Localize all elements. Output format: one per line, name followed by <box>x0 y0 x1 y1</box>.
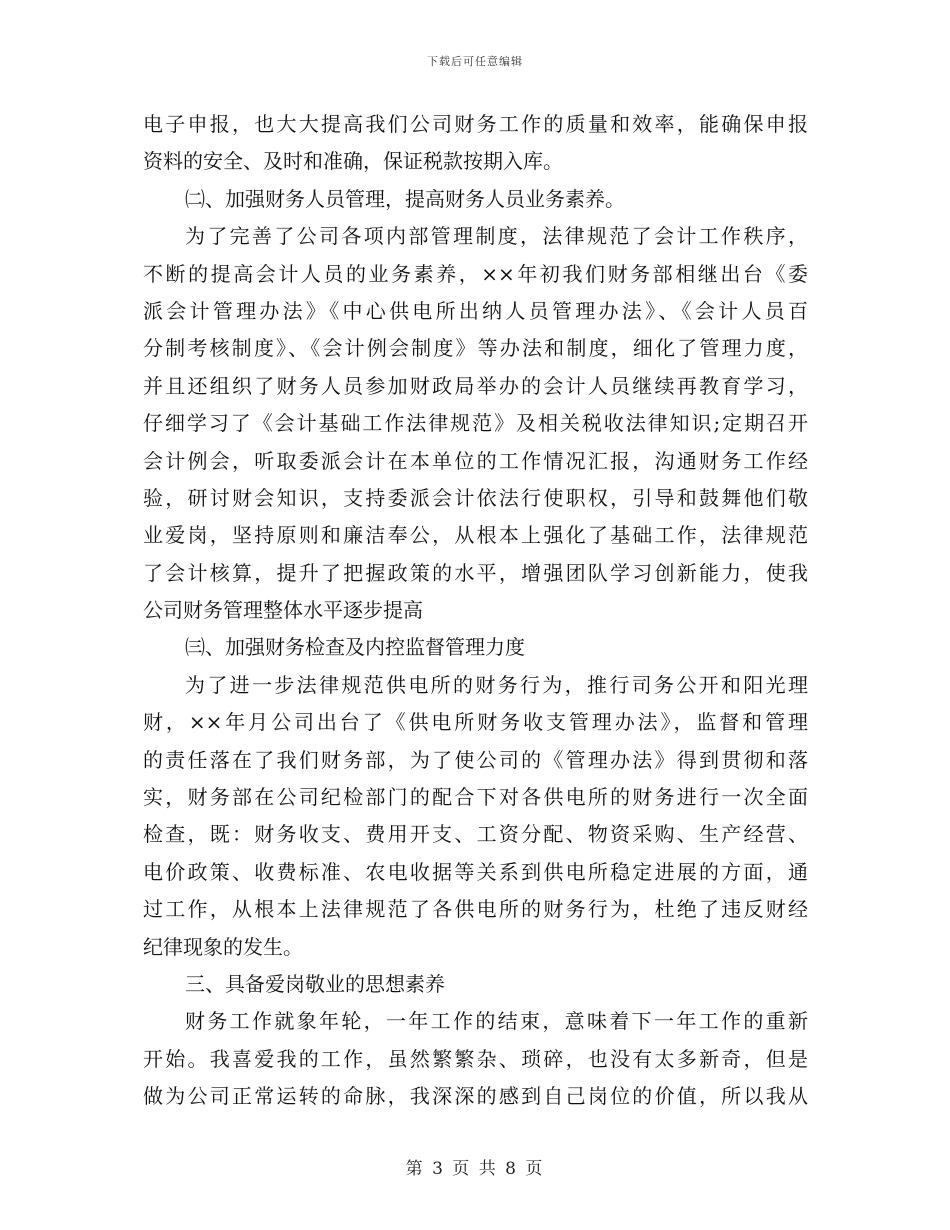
paragraph-line: 为了完善了公司各项内部管理制度，法律规范了会计工作秩序， <box>185 224 808 249</box>
paragraph-line: 业爱岗，坚持原则和廉洁奉公，从根本上强化了基础工作，法律规范 <box>143 523 808 548</box>
paragraph-line: 公司财务管理整体水平逐步提高 <box>143 598 423 623</box>
paragraph-line: 的责任落在了我们财务部，为了使公司的《管理办法》得到贯彻和落 <box>143 747 808 772</box>
section-heading: 三、具备爱岗敬业的思想素养 <box>185 971 445 996</box>
paragraph-line: 并且还组织了财务人员参加财政局举办的会计人员继续再教育学习， <box>143 373 808 398</box>
paragraph-line: 仔细学习了《会计基础工作法律规范》及相关税收法律知识;定期召开 <box>143 411 808 436</box>
paragraph-line: 纪律现象的发生。 <box>143 934 303 959</box>
section-heading: ㈡、加强财务人员管理，提高财务人员业务素养。 <box>185 186 625 211</box>
section-heading: ㈢、加强财务检查及内控监督管理力度 <box>185 635 525 660</box>
paragraph-line: 财务工作就象年轮，一年工作的结束，意味着下一年工作的重新 <box>185 1009 808 1034</box>
document-body <box>143 106 808 1116</box>
paragraph-line: 电子申报，也大大提高我们公司财务工作的质量和效率，能确保申报 <box>143 112 808 136</box>
paragraph-line: 实，财务部在公司纪检部门的配合下对各供电所的财务进行一次全面 <box>143 785 808 810</box>
paragraph-line: 验，研讨财会知识，支持委派会计依法行使职权，引导和鼓舞他们敬 <box>143 485 808 510</box>
page-header: 下载后可任意编辑 <box>427 55 523 68</box>
paragraph-line: 为了进一步法律规范供电所的财务行为，推行司务公开和阳光理 <box>185 672 808 697</box>
paragraph-line: 不断的提高会计人员的业务素养，××年初我们财务部相继出台《委 <box>143 261 808 286</box>
paragraph-line: 会计例会，听取委派会计在本单位的工作情况汇报，沟通财务工作经 <box>143 448 808 473</box>
paragraph-line: 检查，既：财务收支、费用开支、工资分配、物资采购、生产经营、 <box>143 822 808 847</box>
paragraph-line: 资料的安全、及时和准确，保证税款按期入库。 <box>143 149 563 174</box>
paragraph-line: 过工作，从根本上法律规范了各供电所的财务行为，杜绝了违反财经 <box>143 897 808 922</box>
paragraph-line: 分制考核制度》、《会计例会制度》等办法和制度，细化了管理力度， <box>143 336 808 361</box>
paragraph-line: 开始。我喜爱我的工作，虽然繁繁杂、琐碎，也没有太多新奇，但是 <box>143 1046 808 1071</box>
paragraph-line: 了会计核算，提升了把握政策的水平，增强团队学习创新能力，使我 <box>143 560 808 585</box>
paragraph-line: 派会计管理办法》《中心供电所出纳人员管理办法》、《会计人员百 <box>143 298 808 323</box>
page-footer: 第 3 页 共 8 页 <box>405 1159 545 1179</box>
paragraph-line: 做为公司正常运转的命脉，我深深的感到自己岗位的价值，所以我从 <box>143 1084 808 1109</box>
paragraph-line: 财，××年月公司出台了《供电所财务收支管理办法》，监督和管理 <box>143 710 808 735</box>
paragraph-line: 电价政策、收费标准、农电收据等关系到供电所稳定进展的方面，通 <box>143 859 808 884</box>
